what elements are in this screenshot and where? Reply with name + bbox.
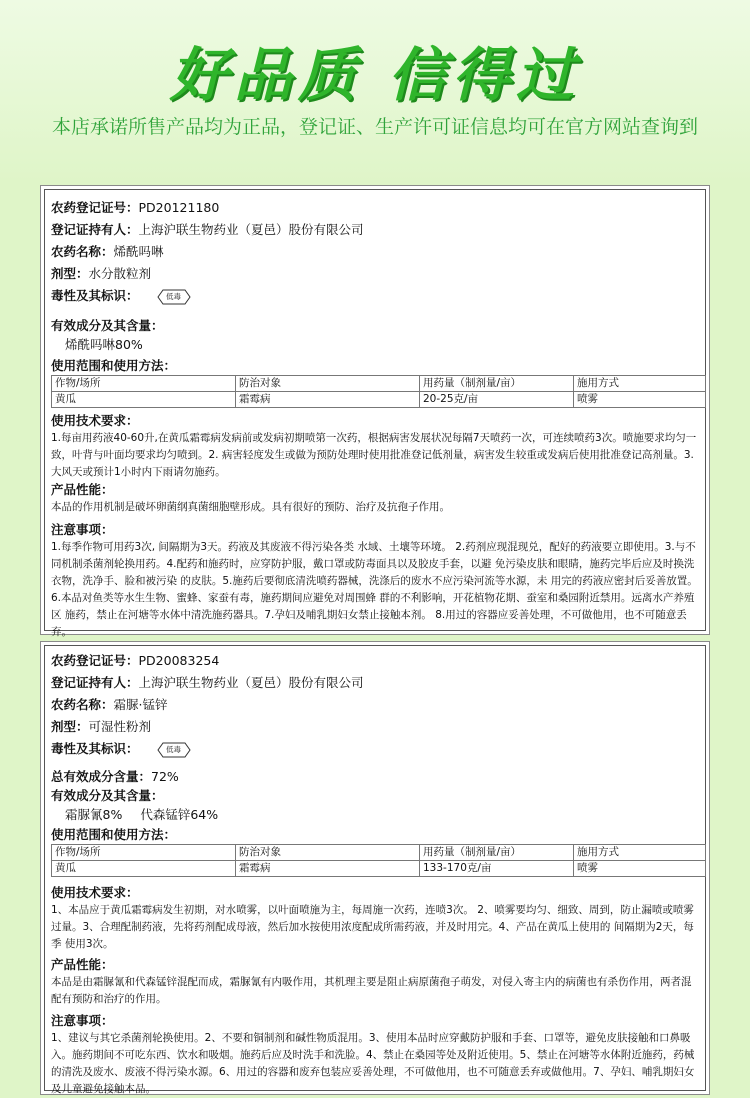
tech-title-row	[51, 412, 701, 429]
reg-no-value: PD20121180	[138, 200, 220, 215]
header-method: 施用方式	[574, 376, 706, 392]
reg-no-label: 农药登记证号：	[51, 200, 139, 215]
cell-method: 喷雾	[574, 392, 706, 408]
performance-title-row	[51, 481, 701, 498]
ingredient-a-value: 霜脲氰8%	[65, 807, 123, 822]
notes-title-row	[51, 521, 701, 538]
holder-label: 登记证持有人：	[51, 222, 139, 237]
header-method: 施用方式	[574, 845, 706, 861]
header-dosage: 用药量（制剂量/亩）	[420, 845, 574, 861]
toxicity-badge-text: 低毒	[166, 291, 181, 301]
cell-dosage: 20-25克/亩	[420, 392, 574, 408]
holder-row	[51, 221, 701, 238]
toxicity-row	[51, 740, 701, 758]
name-value: 烯酰吗啉	[113, 244, 164, 259]
performance-text: 本品是由霜脲氰和代森锰锌混配而成，霜脲氰有内吸作用，其机理主要是阻止病原菌孢子萌发，对侵入寄主内的病菌也有杀伤作用，两者混配有预防和治疗的作用。	[51, 976, 692, 1005]
performance-text: 本品的作用机制是破坏卵菌纲真菌细胞壁形成。具有很好的预防、治疗及抗孢子作用。	[51, 501, 450, 513]
ingredient-b-value: 代森锰锌64%	[140, 807, 219, 822]
name-value: 霜脲·锰锌	[113, 697, 168, 712]
cell-crop: 黄瓜	[52, 392, 236, 408]
cell-method: 喷雾	[574, 861, 706, 877]
usage-row	[51, 357, 701, 374]
cell-target: 霜霉病	[236, 861, 420, 877]
notes-label: 注意事项：	[51, 522, 114, 537]
notes-title-row	[51, 1012, 701, 1029]
total-content-label: 总有效成分含量：	[51, 769, 152, 784]
toxicity-badge-text: 低毒	[166, 744, 181, 754]
ingredients-label: 有效成分及其含量：	[51, 788, 164, 803]
header-target: 防治对象	[236, 845, 420, 861]
reg-no-row	[51, 199, 701, 216]
slogan-title: 好品质 信得过	[169, 41, 581, 109]
holder-label: 登记证持有人：	[51, 675, 139, 690]
form-value: 水分散粒剂	[88, 266, 152, 281]
toxicity-label: 毒性及其标识：	[51, 288, 139, 303]
performance-label: 产品性能：	[51, 482, 114, 497]
usage-table	[51, 844, 706, 877]
header-target: 防治对象	[236, 376, 420, 392]
name-row	[51, 243, 701, 260]
low-toxicity-badge-icon	[157, 742, 191, 758]
holder-row	[51, 674, 701, 691]
notes-text: 1.每季作物可用药3次, 间隔期为3天。药液及其废液不得污染各类 水域、土壤等环境。 2.药剂应现混现兑，配好的药液要立即使用。3.与不同机制杀菌剂轮换用药。4.配药和施药时，应穿防护服，戴口罩或防毒面具以及胶皮手套，以避 免污染皮肤和眼睛，施药完毕后应及时换洗衣物，洗净手、脸和被污染 的皮肤。5.施药后要彻底清洗喷药器械，洗涤后的废水不应污染河流等水源，未 用完的药液应密封后妥善放置。6.本品对鱼类等水生生物、蜜蜂、家蚕有毒，施药期间应避免对周围蜂 群的不利影响，开花植物花期、蚕室和桑园附近禁用。远离水产养殖区 施药，禁止在河塘等水体中清洗施药器具。7.孕妇及哺乳期妇女禁止接触本剂。 8.用过的容器应妥善处理，不可做他用，也不可随意丢弃。	[51, 541, 698, 638]
reg-no-value: PD20083254	[138, 653, 220, 668]
low-toxicity-badge-icon	[157, 289, 191, 305]
toxicity-row	[51, 287, 701, 305]
usage-table-header	[52, 376, 706, 392]
ingredients-row	[51, 317, 701, 334]
notes-text: 1、建议与其它杀菌剂轮换使用。2、不要和铜制剂和碱性物质混用。3、使用本品时应穿戴防护服和手套、口罩等，避免皮肤接触和口鼻吸入。施药期间不可吃东西、饮水和吸烟。施药后应及时洗手和洗脸。4、禁止在桑园等处及附近使用。5、禁止在河塘等水体附近施药，药械的清洗及废水、废液不得污染水源。6、用过的容器和废弃包装应妥善处理，不可做他用，也不可随意丢弃或做他用。7、孕妇、哺乳期妇女及儿童避免接触本品。	[51, 1032, 695, 1095]
registration-sheet-2	[40, 641, 710, 1095]
ingredients-value: 烯酰吗啉80%	[65, 337, 143, 352]
ingredients-label: 有效成分及其含量：	[51, 318, 164, 333]
tech-label: 使用技术要求：	[51, 885, 139, 900]
form-label: 剂型：	[51, 266, 89, 281]
usage-label: 使用范围和使用方法：	[51, 358, 177, 373]
usage-table	[51, 375, 706, 408]
header-dosage: 用药量（制剂量/亩）	[420, 376, 574, 392]
usage-table-row	[52, 861, 706, 877]
performance-title-row	[51, 956, 701, 973]
cell-dosage: 133-170克/亩	[420, 861, 574, 877]
total-content-row	[51, 768, 701, 785]
reg-no-label: 农药登记证号：	[51, 653, 139, 668]
name-label: 农药名称：	[51, 244, 114, 259]
holder-value: 上海沪联生物药业（夏邑）股份有限公司	[138, 675, 364, 690]
cell-crop: 黄瓜	[52, 861, 236, 877]
usage-row	[51, 826, 701, 843]
form-label: 剂型：	[51, 719, 89, 734]
notes-label: 注意事项：	[51, 1013, 114, 1028]
performance-label: 产品性能：	[51, 957, 114, 972]
header-crop: 作物/场所	[52, 845, 236, 861]
header-crop: 作物/场所	[52, 376, 236, 392]
ingredients-value-row	[65, 806, 701, 823]
toxicity-label: 毒性及其标识：	[51, 741, 139, 756]
tech-text: 1、本品应于黄瓜霜霉病发生初期，对水喷雾，以叶面喷施为主，每周施一次药，连喷3次。 2、喷雾要均匀、细致、周到，防止漏喷或喷雾过量。3、合理配制药液，先将药剂配成母液，然后加水按使用浓度配成所需药液，并及时用完。4、产品在黄瓜上使用的 间隔期为2天，每季 使用3次。	[51, 904, 694, 950]
name-label: 农药名称：	[51, 697, 114, 712]
usage-label: 使用范围和使用方法：	[51, 827, 177, 842]
tech-title-row	[51, 884, 701, 901]
tech-text: 1.每亩用药液40-60升,在黄瓜霜霉病发病前或发病初期喷第一次药，根据病害发展状况每隔7天喷药一次，可连续喷药3次。喷施要求均匀一致，叶背与叶面均要求均匀喷到。2. 病害轻度发生或做为预防处理时使用批准登记低剂量，病害发生较重或发病后使用批准登记高剂量。3.大风天或预计1小时内下雨请勿施药。	[51, 432, 697, 478]
form-row	[51, 265, 701, 282]
total-content-value: 72%	[151, 769, 179, 784]
form-value: 可湿性粉剂	[88, 719, 152, 734]
ingredients-value-row	[65, 336, 701, 353]
reg-no-row	[51, 652, 701, 669]
registration-sheet-1	[40, 185, 710, 638]
tech-label: 使用技术要求：	[51, 413, 139, 428]
holder-value: 上海沪联生物药业（夏邑）股份有限公司	[138, 222, 364, 237]
ingredients-row	[51, 787, 701, 804]
header-banner	[0, 0, 750, 182]
form-row	[51, 718, 701, 735]
usage-table-row	[52, 392, 706, 408]
cell-target: 霜霉病	[236, 392, 420, 408]
authenticity-promise: 本店承诺所售产品均为正品，登记证、生产许可证信息均可在官方网站查询到	[51, 116, 698, 138]
name-row	[51, 696, 701, 713]
usage-table-header	[52, 845, 706, 861]
